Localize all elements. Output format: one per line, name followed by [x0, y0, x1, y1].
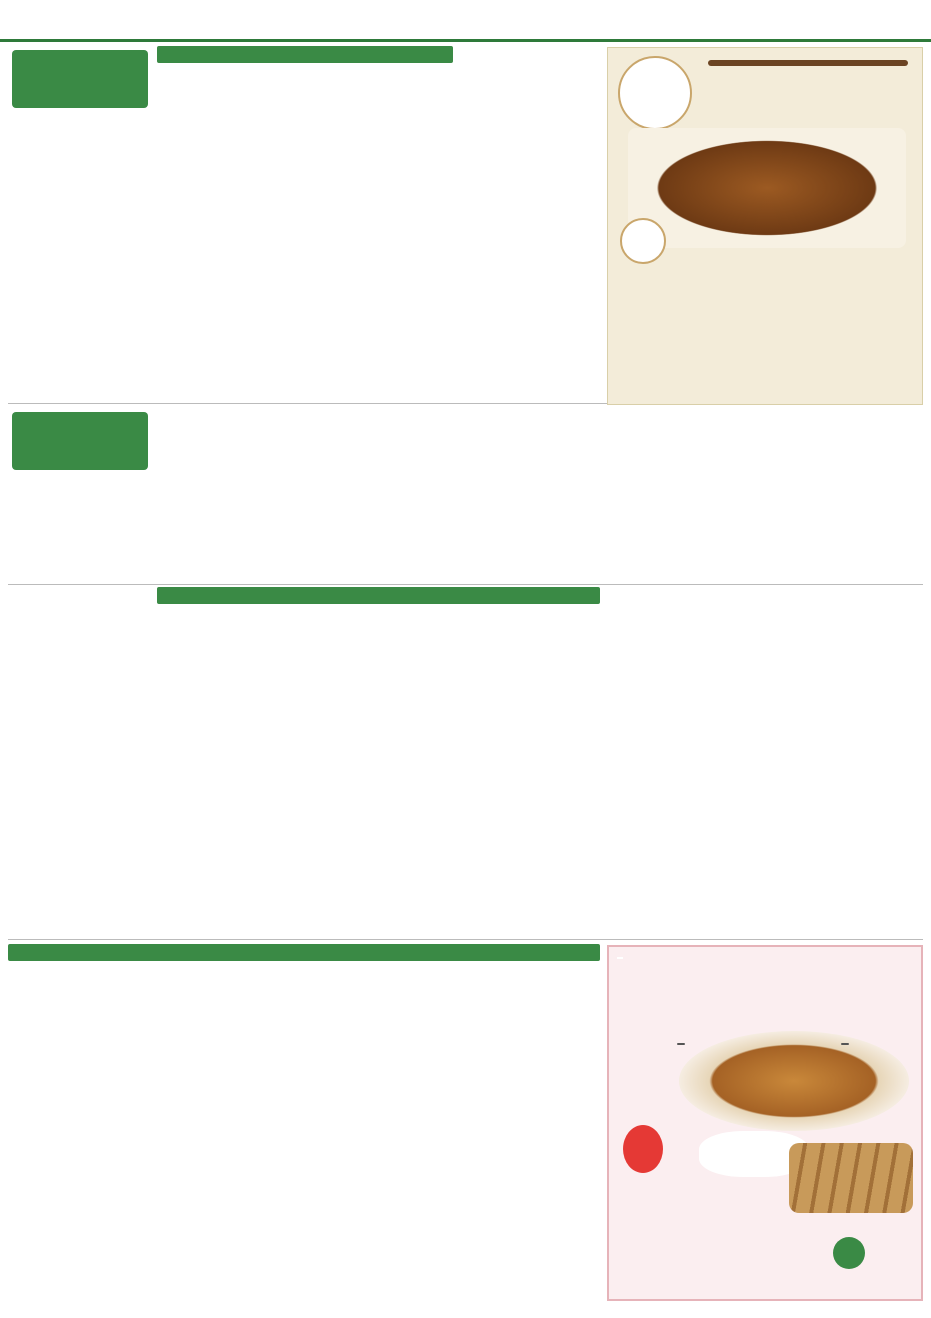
row-divider [8, 584, 923, 585]
promo-headline [708, 60, 908, 66]
points-sub [622, 220, 664, 225]
band-okahisa [157, 587, 600, 604]
promo-seasonal [607, 47, 923, 405]
tag-domestic-gobo [677, 1043, 685, 1045]
promo-new [607, 945, 923, 1301]
tomato-mascot-icon [623, 1125, 663, 1173]
fish-dish-image [628, 128, 906, 248]
page-header [0, 0, 931, 42]
row-divider [8, 939, 923, 940]
points-badge [620, 218, 666, 264]
gobo-rolls-image [789, 1143, 913, 1213]
attention-label [617, 957, 623, 959]
new-badge [833, 1237, 865, 1269]
gobo-dish-image [679, 1031, 909, 1131]
seasonal-badge [618, 56, 692, 130]
band-oden [8, 944, 600, 961]
tag-no-phosphate [841, 1043, 849, 1045]
category-neri-title [12, 412, 148, 470]
band-surprise [157, 46, 453, 63]
category-fish-title [12, 50, 148, 108]
